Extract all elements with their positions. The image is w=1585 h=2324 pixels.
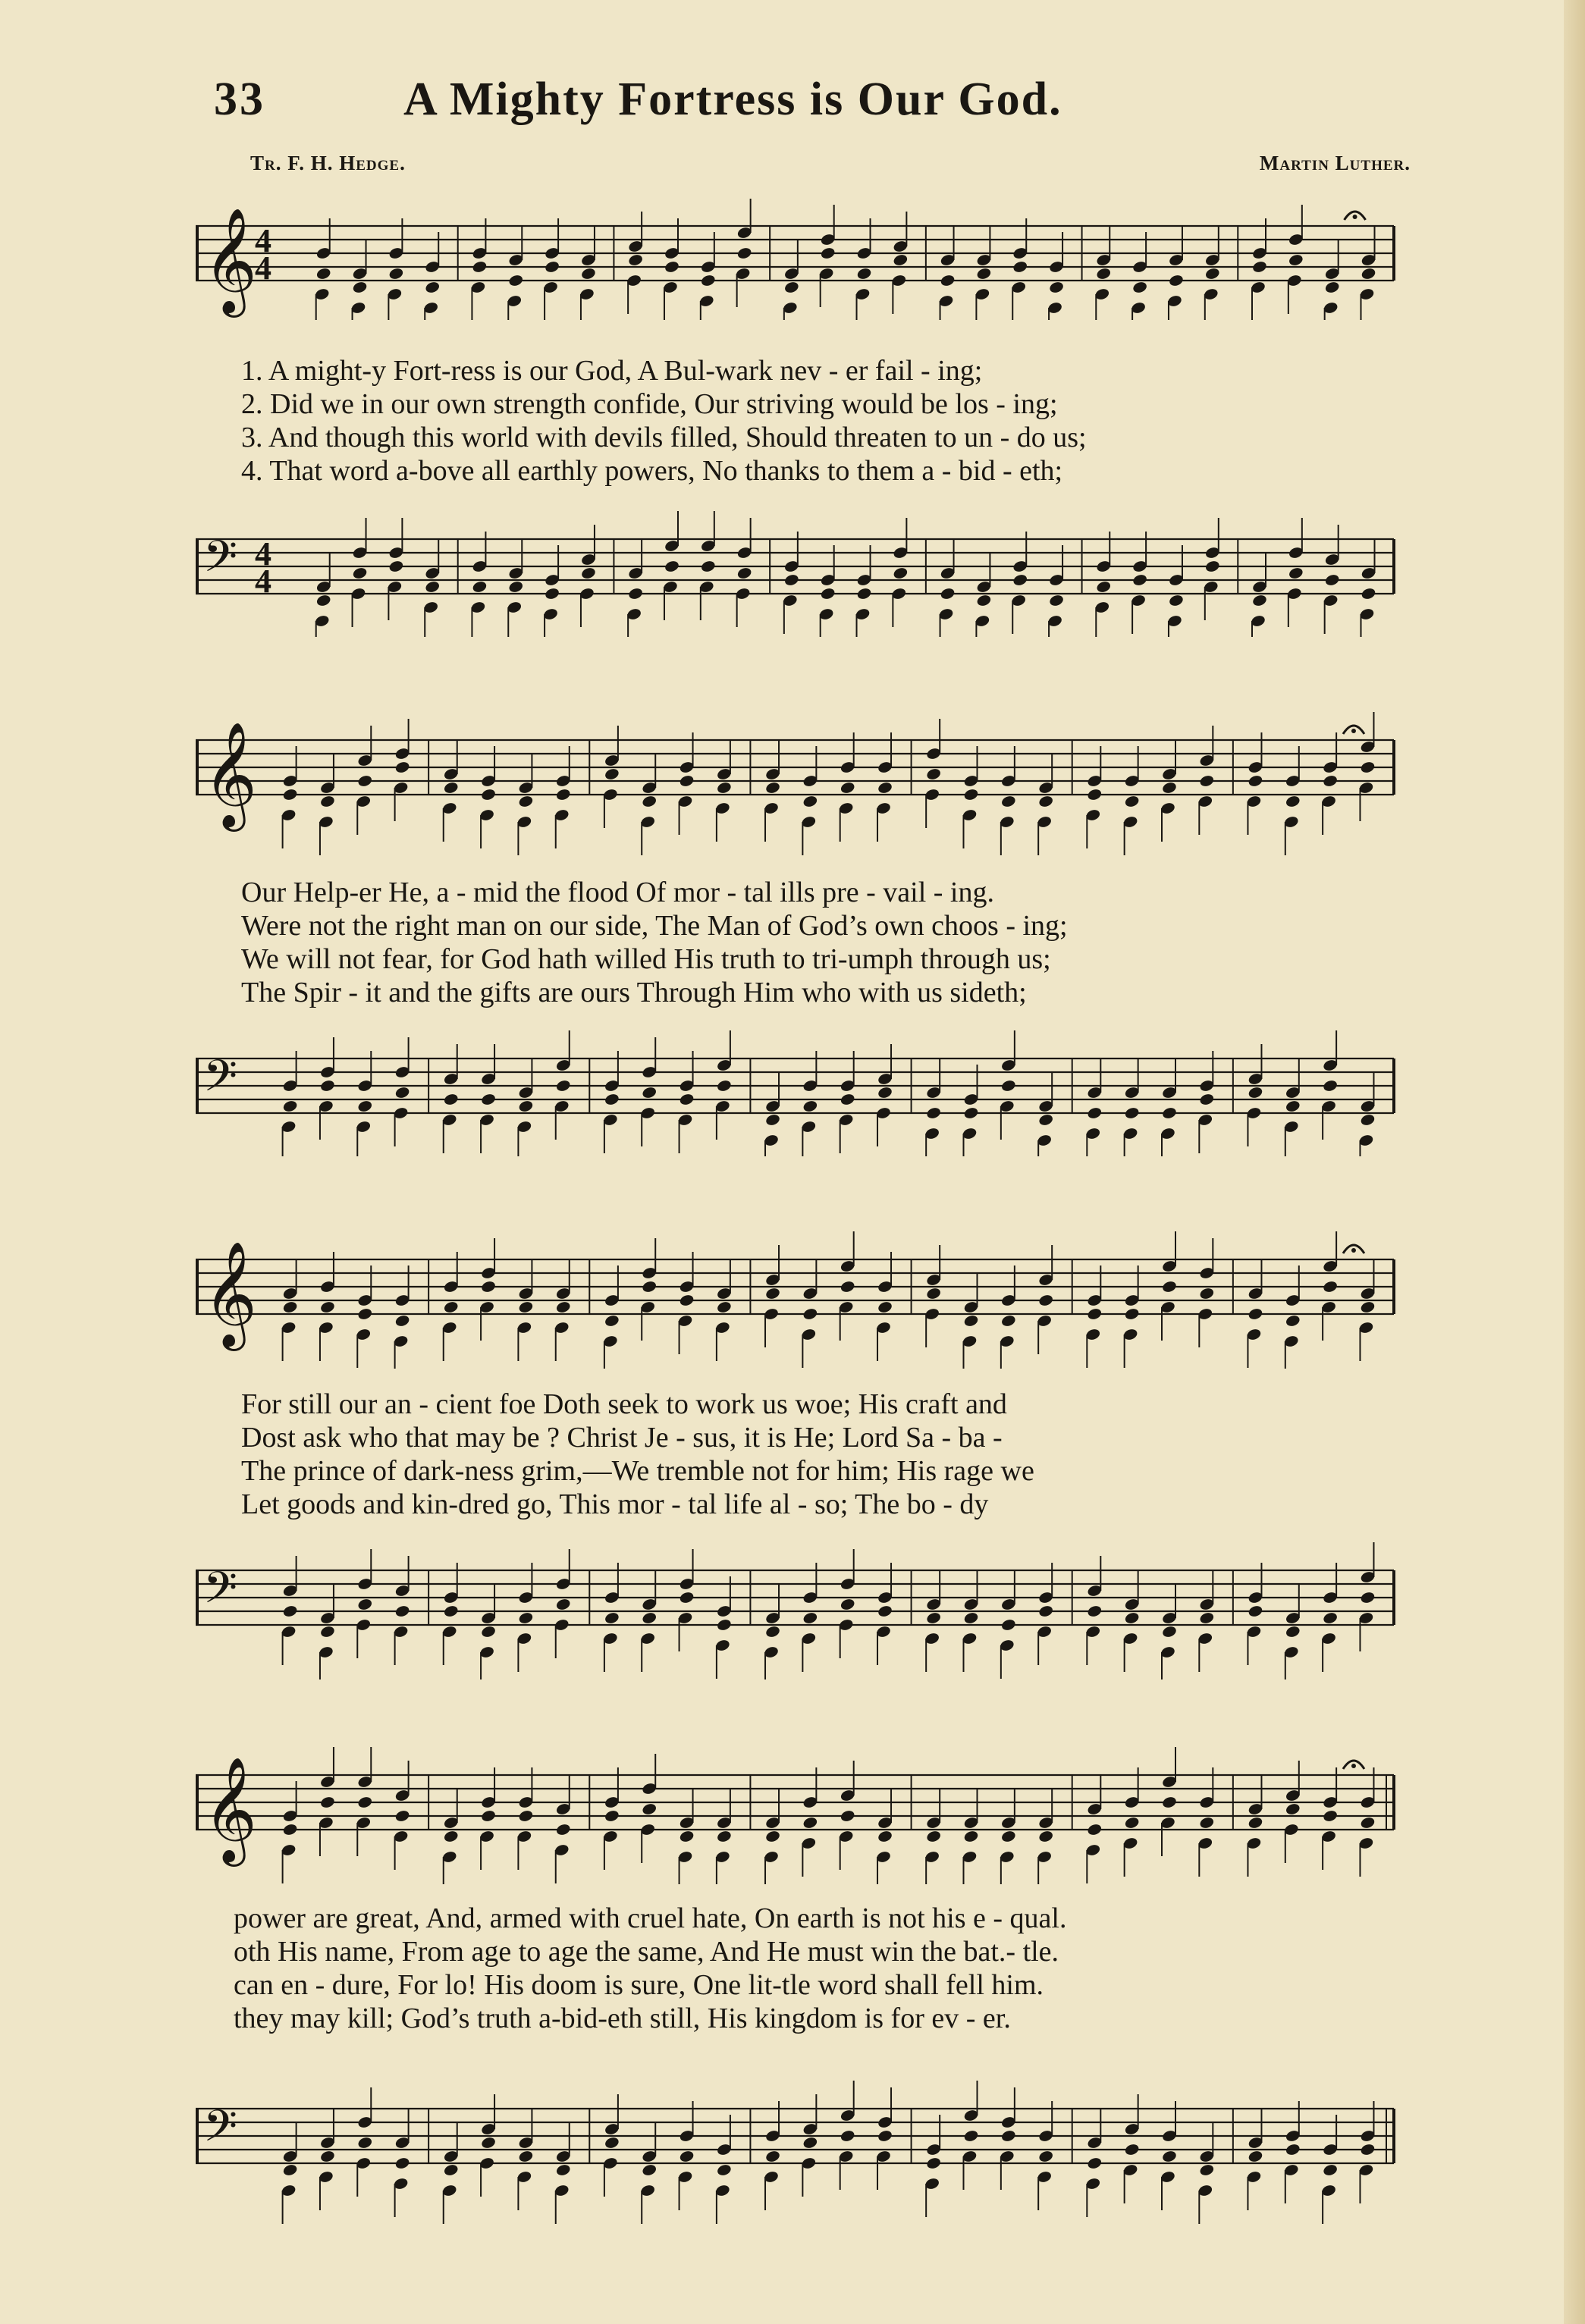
notehead <box>764 781 780 795</box>
notehead <box>764 1113 780 1127</box>
notehead <box>1322 1280 1338 1294</box>
notehead <box>802 795 818 808</box>
notehead <box>1161 1796 1177 1809</box>
notehead <box>1087 1823 1103 1836</box>
lyric-line: Let goods and kin-dred go, This mor - tal life al - so; The bo - dy <box>241 1488 989 1520</box>
notehead <box>716 1830 732 1843</box>
notehead <box>736 566 752 580</box>
notehead <box>1012 573 1028 587</box>
notehead <box>443 1300 459 1314</box>
notehead <box>1161 781 1177 795</box>
notehead <box>555 1823 571 1836</box>
notehead <box>925 1611 941 1625</box>
notehead <box>716 781 732 795</box>
notehead <box>1285 795 1301 808</box>
notehead <box>1285 1625 1301 1639</box>
notehead <box>544 260 560 274</box>
notehead <box>877 781 893 795</box>
notehead <box>480 2136 496 2150</box>
bass-clef-icon: 𝄢 <box>203 2100 238 2162</box>
notehead <box>282 1604 298 1618</box>
music-system-4 <box>196 1733 1439 2233</box>
time-signature: 4 <box>255 222 271 260</box>
notehead <box>1087 1604 1103 1618</box>
notehead <box>1322 774 1338 788</box>
notehead <box>394 1604 410 1618</box>
notehead <box>700 274 716 287</box>
notehead <box>315 594 331 607</box>
notehead <box>1324 573 1340 587</box>
hymn-header <box>214 73 1503 133</box>
notehead <box>764 2150 780 2163</box>
notehead <box>357 1099 373 1113</box>
notehead <box>1199 774 1215 788</box>
notehead <box>1048 281 1064 294</box>
treble-staff <box>196 1217 1439 1369</box>
notehead <box>664 560 680 573</box>
notehead <box>1131 573 1147 587</box>
bass-staff <box>196 1528 1439 1679</box>
notehead <box>480 1809 496 1823</box>
notehead <box>1037 1830 1053 1843</box>
notehead <box>764 1625 780 1639</box>
bass-staff <box>196 1027 1439 1156</box>
notehead <box>508 580 524 594</box>
notehead <box>820 587 836 601</box>
treble-clef-icon: 𝄞 <box>203 1241 257 1347</box>
notehead <box>1360 1591 1376 1604</box>
notehead <box>1288 253 1304 267</box>
notehead <box>1037 2150 1053 2163</box>
notehead <box>1000 1079 1016 1093</box>
lyric-line: 3. And though this world with devils filled, Should threaten to un - do us; <box>241 422 1087 453</box>
notehead <box>716 2163 732 2177</box>
notehead <box>627 253 643 267</box>
notehead <box>1124 1106 1140 1120</box>
composer-credit: Martin Luther. <box>1259 152 1411 174</box>
notehead <box>352 566 368 580</box>
notehead <box>443 1830 459 1843</box>
lyric-line: they may kill; God’s truth a-bid-eth still, His kingdom is for ev - er. <box>234 2003 1011 2034</box>
notehead <box>604 767 620 781</box>
notehead <box>443 2163 459 2177</box>
music-system-2 <box>196 686 1439 1156</box>
notehead <box>802 1307 818 1321</box>
notehead <box>840 1809 855 1823</box>
notehead <box>679 1830 695 1843</box>
notehead <box>1248 1816 1263 1830</box>
notehead <box>963 1314 979 1328</box>
notehead <box>443 781 459 795</box>
notehead <box>518 795 534 808</box>
lyric-line: Were not the right man on our side, The Man of God’s own choos - ing; <box>241 910 1068 942</box>
notehead <box>580 566 596 580</box>
notehead <box>940 587 956 601</box>
hymn-title: A Mighty Fortress is Our God. <box>403 74 1062 125</box>
notehead <box>518 1300 534 1314</box>
notehead <box>319 1079 335 1093</box>
notehead <box>963 1106 979 1120</box>
notehead <box>736 246 752 260</box>
notehead <box>1360 1816 1376 1830</box>
notehead <box>1124 1611 1140 1625</box>
notehead <box>319 1300 335 1314</box>
notehead <box>1096 580 1112 594</box>
notehead <box>357 1307 373 1321</box>
notehead <box>1199 1287 1215 1300</box>
lyric-line: We will not fear, for God hath willed His truth to tri-umph through us; <box>241 943 1051 975</box>
notehead <box>518 2150 534 2163</box>
lyric-line: can en - dure, For lo! His doom is sure, One lit-tle word shall fell him. <box>234 1969 1044 2001</box>
notehead <box>1124 1307 1140 1321</box>
notehead <box>783 281 799 294</box>
notehead <box>1248 1086 1263 1099</box>
notehead <box>1251 594 1267 607</box>
notehead <box>1285 2143 1301 2156</box>
notehead <box>1048 594 1064 607</box>
notehead <box>1037 1604 1053 1618</box>
notehead <box>963 2129 979 2143</box>
notehead <box>1361 587 1376 601</box>
notehead <box>976 267 992 281</box>
notehead <box>1248 1604 1263 1618</box>
notehead <box>976 594 992 607</box>
notehead <box>642 2163 658 2177</box>
notehead <box>877 1830 893 1843</box>
time-signature: 4 <box>255 563 271 601</box>
notehead <box>963 1611 979 1625</box>
notehead <box>282 2163 298 2177</box>
credits <box>250 152 1411 182</box>
notehead <box>352 281 368 294</box>
bass-clef-icon: 𝄢 <box>203 1050 238 1112</box>
notehead <box>1360 1113 1376 1127</box>
lyrics-block <box>241 354 1424 491</box>
notehead <box>1087 1106 1103 1120</box>
notehead <box>1251 260 1267 274</box>
notehead <box>716 1618 732 1632</box>
lyric-line: power are great, And, armed with cruel hate, On earth is not his e - qual. <box>234 1902 1067 1934</box>
notehead <box>1288 566 1304 580</box>
notehead <box>1037 795 1053 808</box>
notehead <box>1324 281 1340 294</box>
notehead <box>856 267 872 281</box>
notehead <box>679 2150 695 2163</box>
music-system-1 <box>196 199 1439 638</box>
notehead <box>840 1598 855 1611</box>
notehead <box>802 1099 818 1113</box>
notehead <box>642 1802 658 1816</box>
notehead <box>940 274 956 287</box>
notehead <box>840 781 855 795</box>
notehead <box>1161 2150 1177 2163</box>
lyric-line: The Spir - it and the gifts are ours Through Him who with us sideth; <box>241 977 1027 1008</box>
notehead <box>642 1611 658 1625</box>
notehead <box>1285 1099 1301 1113</box>
bass-staff <box>196 2051 1439 2233</box>
notehead <box>282 1300 298 1314</box>
notehead <box>925 2156 941 2170</box>
notehead <box>394 2156 410 2170</box>
notehead <box>664 260 680 274</box>
lyrics-block <box>241 876 1424 1012</box>
lyric-line: 4. That word a-bove all earthly powers, No thanks to them a - bid - eth; <box>241 455 1063 487</box>
page-edge <box>1564 0 1585 2324</box>
notehead <box>388 560 404 573</box>
notehead <box>480 1280 496 1294</box>
notehead <box>963 788 979 801</box>
notehead <box>480 788 496 801</box>
lyric-line: For still our an - cient foe Doth seek to work us woe; His craft and <box>241 1388 1007 1420</box>
notehead <box>1087 1307 1103 1321</box>
notehead <box>877 1086 893 1099</box>
notehead <box>580 267 596 281</box>
notehead <box>925 1287 941 1300</box>
notehead <box>840 2129 855 2143</box>
notehead <box>394 1086 410 1099</box>
notehead <box>925 1106 941 1120</box>
notehead <box>518 1809 534 1823</box>
notehead <box>783 573 799 587</box>
notehead <box>1087 2156 1103 2170</box>
notehead <box>480 1625 496 1639</box>
notehead <box>604 1314 620 1328</box>
notehead <box>627 587 643 601</box>
lyric-line: Our Help-er He, a - mid the flood Of mor - tal ills pre - vail - ing. <box>241 877 994 908</box>
treble-clef-icon: 𝄞 <box>203 722 257 827</box>
notehead <box>604 1611 620 1625</box>
notehead <box>443 1093 459 1106</box>
notehead <box>544 587 560 601</box>
notehead <box>319 1796 335 1809</box>
notehead <box>1248 1307 1263 1321</box>
notehead <box>1322 1079 1338 1093</box>
notehead <box>1124 795 1140 808</box>
notehead <box>764 1287 780 1300</box>
notehead <box>1000 795 1016 808</box>
notehead <box>716 1300 732 1314</box>
lyric-line: Dost ask who that may be ? Christ Je - sus, it is He; Lord Sa - ba - <box>241 1422 1003 1454</box>
notehead <box>282 1823 298 1836</box>
notehead <box>1096 267 1112 281</box>
notehead <box>472 260 488 274</box>
notehead <box>1285 1802 1301 1816</box>
lyric-line: oth His name, From age to age the same, And He must win the bat.- tle. <box>234 1936 1059 1968</box>
notehead <box>642 1280 658 1294</box>
notehead <box>1360 761 1376 774</box>
notehead <box>1322 1611 1338 1625</box>
fermata-dot <box>1351 1764 1356 1768</box>
fermata-dot <box>1351 729 1356 733</box>
notehead <box>679 1591 695 1604</box>
notehead <box>877 2129 893 2143</box>
notehead <box>518 1611 534 1625</box>
notehead <box>1161 1280 1177 1294</box>
notehead <box>604 2136 620 2150</box>
notehead <box>425 281 441 294</box>
notehead <box>555 1598 571 1611</box>
lyrics-block <box>241 1388 1424 1524</box>
notehead <box>319 2150 335 2163</box>
notehead <box>555 2163 571 2177</box>
notehead <box>925 767 941 781</box>
notehead <box>394 1809 410 1823</box>
notehead <box>604 1809 620 1823</box>
lyric-line: The prince of dark-ness grim,—We tremble not for him; His rage we <box>241 1455 1034 1487</box>
notehead <box>555 1079 571 1093</box>
notehead <box>877 1300 893 1314</box>
notehead <box>357 774 373 788</box>
notehead <box>1204 560 1220 573</box>
notehead <box>1037 1113 1053 1127</box>
notehead <box>1248 2150 1263 2163</box>
notehead <box>604 1093 620 1106</box>
notehead <box>319 795 335 808</box>
notehead <box>1322 2163 1338 2177</box>
notehead <box>716 1079 732 1093</box>
lyric-line: 1. A might-y Fort-ress is our God, A Bul-wark nev - er fail - ing; <box>241 355 983 387</box>
notehead <box>1087 788 1103 801</box>
notehead <box>893 253 909 267</box>
notehead <box>1124 2143 1140 2156</box>
notehead <box>1360 1300 1376 1314</box>
notehead <box>1248 774 1263 788</box>
notehead <box>555 788 571 801</box>
notehead <box>1037 1294 1053 1307</box>
bass-staff <box>196 508 1439 637</box>
bass-clef-icon: 𝄢 <box>203 1562 238 1624</box>
notehead <box>319 1625 335 1639</box>
notehead <box>1361 267 1376 281</box>
notehead <box>282 1099 298 1113</box>
notehead <box>877 1604 893 1618</box>
notehead <box>856 587 872 601</box>
notehead <box>315 267 331 281</box>
treble-clef-icon: 𝄞 <box>203 208 257 313</box>
time-signature: 4 <box>255 535 271 573</box>
notehead <box>1000 1830 1016 1843</box>
lyric-line: 2. Did we in our own strength confide, Our striving would be los - ing; <box>241 388 1058 420</box>
notehead <box>1360 2143 1376 2156</box>
notehead <box>357 2136 373 2150</box>
notehead <box>840 1093 855 1106</box>
notehead <box>1199 1093 1215 1106</box>
notehead <box>555 1300 571 1314</box>
notehead <box>1131 281 1147 294</box>
translator-credit: Tr. F. H. Hedge. <box>250 152 406 174</box>
notehead <box>1199 1611 1215 1625</box>
notehead <box>518 1099 534 1113</box>
hymn-number: 33 <box>214 74 265 125</box>
notehead <box>1204 267 1220 281</box>
notehead <box>472 580 488 594</box>
notehead <box>394 1314 410 1328</box>
notehead <box>1322 1809 1338 1823</box>
notehead <box>642 795 658 808</box>
notehead <box>679 1093 695 1106</box>
treble-staff <box>196 199 1439 320</box>
notehead <box>443 1604 459 1618</box>
notehead <box>1012 260 1028 274</box>
notehead <box>1168 594 1184 607</box>
treble-staff <box>196 1733 1439 1884</box>
notehead <box>840 1280 855 1294</box>
notehead <box>925 1830 941 1843</box>
notehead <box>480 1093 496 1106</box>
bass-clef-icon: 𝄢 <box>203 531 238 593</box>
notehead <box>425 580 441 594</box>
notehead <box>802 1611 818 1625</box>
time-signature: 4 <box>255 249 271 287</box>
notehead <box>893 566 909 580</box>
music-system-3 <box>196 1217 1439 1687</box>
notehead <box>1199 2163 1215 2177</box>
notehead <box>679 1294 695 1307</box>
lyrics-block <box>234 1902 1417 2038</box>
notehead <box>679 774 695 788</box>
notehead <box>802 1816 818 1830</box>
treble-staff <box>196 686 1439 861</box>
notehead <box>1199 1816 1215 1830</box>
notehead <box>1124 1816 1140 1830</box>
notehead <box>357 1796 373 1809</box>
notehead <box>1161 1625 1177 1639</box>
notehead <box>802 2136 818 2150</box>
notehead <box>388 267 404 281</box>
notehead <box>1000 1618 1016 1632</box>
notehead <box>282 788 298 801</box>
notehead <box>394 761 410 774</box>
notehead <box>1285 1314 1301 1328</box>
fermata-dot <box>1351 1248 1356 1253</box>
notehead <box>1161 1106 1177 1120</box>
notehead <box>1000 2129 1016 2143</box>
notehead <box>508 274 524 287</box>
treble-clef-icon: 𝄞 <box>203 1757 257 1862</box>
notehead <box>764 1830 780 1843</box>
notehead <box>642 1086 658 1099</box>
notehead <box>1000 1314 1016 1328</box>
notehead <box>357 1598 373 1611</box>
fermata-dot <box>1353 215 1357 219</box>
notehead <box>820 246 836 260</box>
notehead <box>963 1830 979 1843</box>
notehead <box>1168 274 1184 287</box>
notehead <box>700 560 716 573</box>
